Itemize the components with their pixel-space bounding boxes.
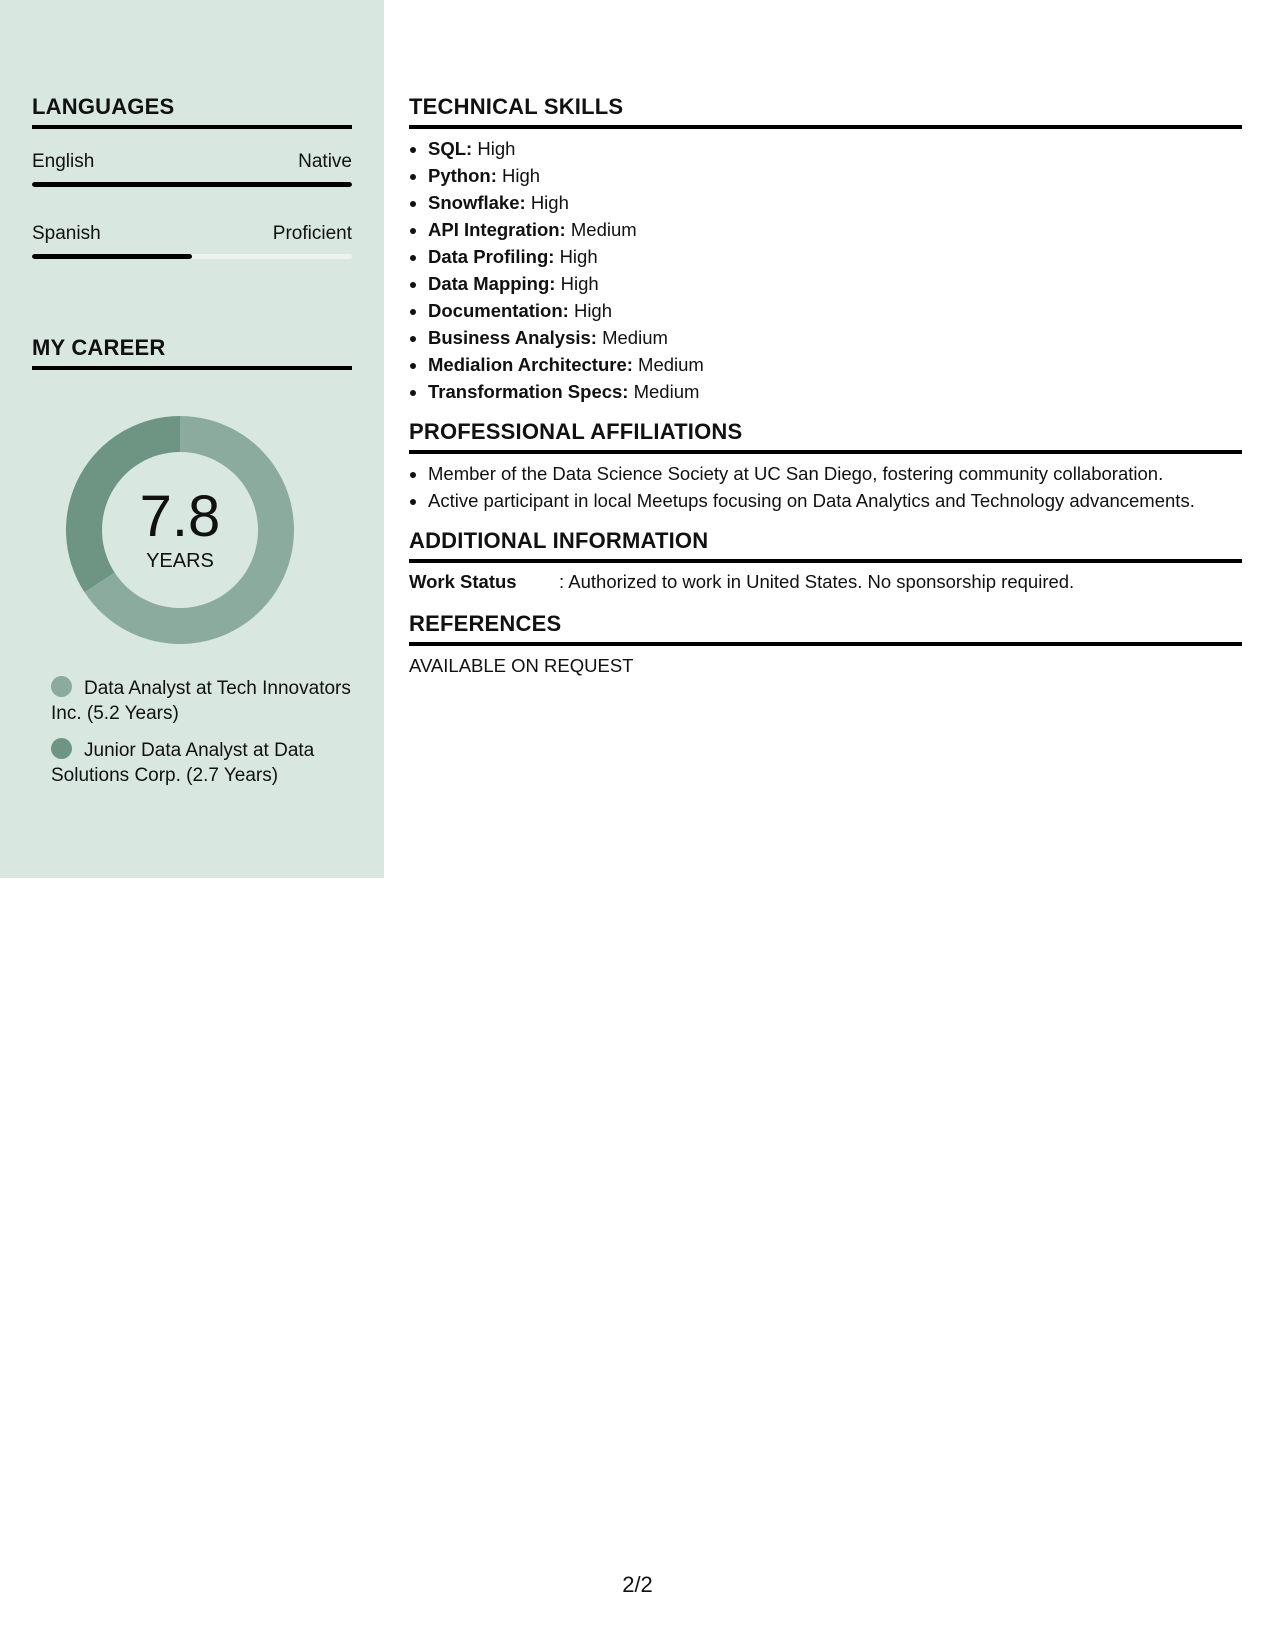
skill-item <box>428 378 1242 405</box>
skill-item <box>428 351 1242 378</box>
legend-label: Junior Data Analyst at Data Solutions Corp. (2.7 Years) <box>51 740 315 786</box>
affiliation-item: • Active participant in local Meetups focusing on Data Analytics and Technology advancements. <box>428 487 1242 514</box>
skill-item <box>428 216 1242 243</box>
skill-item <box>428 189 1242 216</box>
language-proficiency-fill <box>32 182 352 187</box>
language-level: Proficient <box>272 223 352 244</box>
technical-skills-title: TECHNICAL SKILLS <box>409 94 1242 129</box>
skill-item <box>428 243 1242 270</box>
sidebar <box>0 0 384 878</box>
language-level: Native <box>298 151 352 172</box>
skill-name: Snowflake: <box>428 192 526 213</box>
skill-level: High <box>573 300 613 321</box>
affiliations-list <box>409 460 1242 514</box>
language-proficiency-fill <box>32 254 192 259</box>
skill-item <box>428 135 1242 162</box>
skill-level: High <box>502 165 541 186</box>
career-section <box>32 335 352 370</box>
skill-level: High <box>560 273 599 294</box>
skill-level: Medium <box>638 354 704 375</box>
technical-skills-section <box>409 94 1242 405</box>
references-title: REFERENCES <box>409 611 1242 646</box>
additional-info-section <box>409 528 1242 593</box>
references-text: AVAILABLE ON REQUEST <box>409 655 634 676</box>
skills-list <box>409 135 1242 405</box>
career-donut-chart <box>66 416 294 644</box>
skill-name: Transformation Specs: <box>428 381 629 402</box>
affiliations-title: PROFESSIONAL AFFILIATIONS <box>409 419 1242 454</box>
language-item <box>32 223 352 259</box>
language-proficiency-bar <box>32 254 352 259</box>
skill-level: High <box>559 246 598 267</box>
skill-level: Medium <box>633 381 700 402</box>
skill-name: Documentation: <box>428 300 569 321</box>
work-status-row <box>409 571 1242 593</box>
career-total-years: 7.8 <box>139 484 221 549</box>
skill-name: Python: <box>428 165 497 186</box>
skill-name: Medialion Architecture: <box>428 354 633 375</box>
language-proficiency-bar <box>32 182 352 187</box>
skill-level: Medium <box>570 219 637 240</box>
skill-level: High <box>477 138 516 159</box>
work-status-value: : Authorized to work in United States. No sponsorship required. <box>559 571 1075 592</box>
skill-name: API Integration: <box>428 219 566 240</box>
skill-item <box>428 162 1242 189</box>
affiliation-item: • Member of the Data Science Society at UC San Diego, fostering community collaboration. <box>428 460 1242 487</box>
legend-item <box>51 738 351 788</box>
additional-info-title: ADDITIONAL INFORMATION <box>409 528 1242 563</box>
career-legend <box>51 676 351 800</box>
language-item <box>32 151 352 187</box>
references-section <box>409 611 1242 677</box>
language-name: Spanish <box>32 223 101 244</box>
donut-center <box>66 416 294 644</box>
skill-name: Business Analysis: <box>428 327 597 348</box>
career-total-unit: YEARS <box>146 550 214 572</box>
skill-name: SQL: <box>428 138 473 159</box>
legend-dot <box>51 738 72 759</box>
career-title: MY CAREER <box>32 335 352 370</box>
affiliations-section <box>409 419 1242 514</box>
page-number: 2/2 <box>622 1572 653 1597</box>
skill-item <box>428 270 1242 297</box>
legend-dot <box>51 676 72 697</box>
skill-name: Data Mapping: <box>428 273 556 294</box>
legend-label: Data Analyst at Tech Innovators Inc. (5.2 Years) <box>51 678 351 724</box>
skill-item <box>428 297 1242 324</box>
skill-name: Data Profiling: <box>428 246 555 267</box>
languages-section <box>32 94 352 259</box>
languages-title: LANGUAGES <box>32 94 352 129</box>
main-content <box>409 94 1242 689</box>
legend-item <box>51 676 351 726</box>
skill-item <box>428 324 1242 351</box>
skill-level: High <box>530 192 569 213</box>
skill-level: Medium <box>602 327 668 348</box>
language-name: English <box>32 151 95 172</box>
work-status-label: Work Status <box>409 571 517 592</box>
